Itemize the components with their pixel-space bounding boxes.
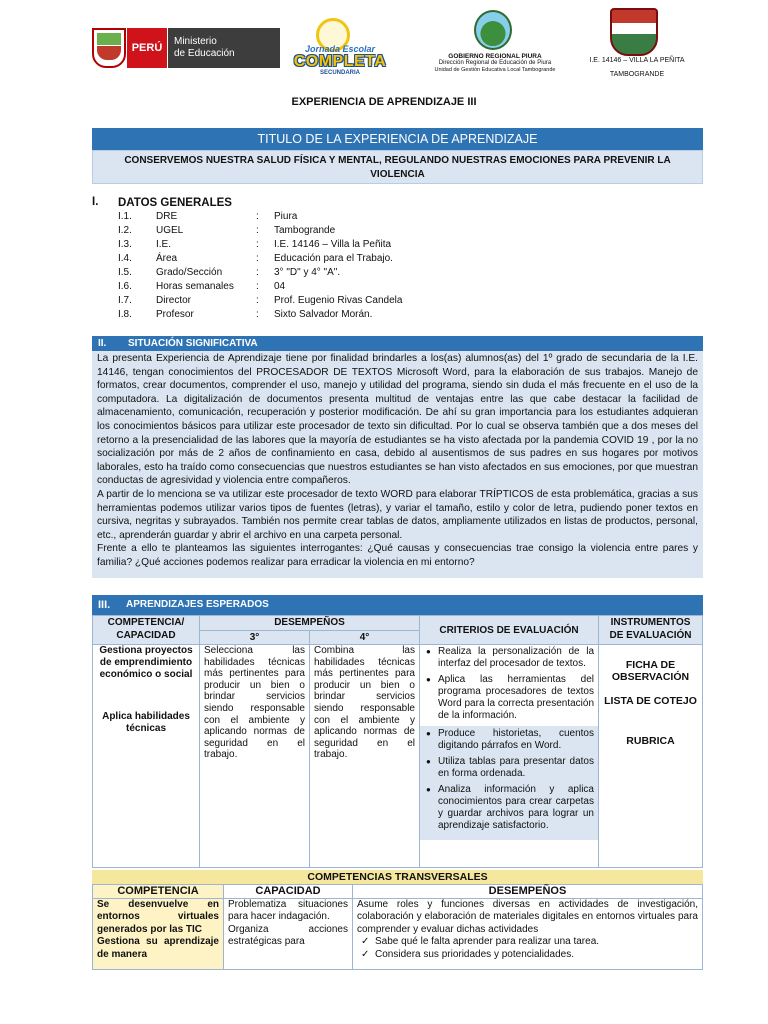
gr-line3: Unidad de Gestión Educativa Local Tambogrande (434, 67, 556, 73)
capacidad-name: Problematiza situaciones para hacer indagación. (228, 898, 348, 922)
situacion-paragraph: A partir de lo menciona se va utilizar este procesador de texto WORD para elaborar TRÍPTICOS de esta problemática, gracias a sus herramientas podemos utilizar varios tipos de fuentes (letras), y variar el tamaño, estilo y color de letra, pudiendo poner textos en cursiva, negritas y subrayados. También nos permite crear tablas de datos, ampliamente utilizados en listas de productos, personal, etc., aprenderán guardar y abrir el archivo en una carpeta personal. (97, 488, 698, 541)
jec-top-text: Jornada Escolar (304, 44, 376, 54)
row-num: I.7. (118, 295, 132, 306)
situacion-paragraph: La presenta Experiencia de Aprendizaje tiene por finalidad brindarles a los(as) alumnos(as) del 1º grado de secundaria de la I.E. 14146, tengan conocimientos del PROCESADOR DE TEXTOS Microsoft Word, para la elaboración de sus trabajos. Manejo de formatos, crear documentos, comprender el uso, manejo y utilidad del programa, siendo sin duda el más frecuente en el uso de la computadora. La digitalización de documentos presenta multitud de ventajas entre las que cabe destacar la facilidad de almacenamiento, comunicación, recuperación y posterior modificación. De ahí su gran importancia para los estudiantes adquieran los conocimientos básicos para utilizar este procesador de texto sin dificultad. Por lo cual se observa también que a dos meses del retorno a la presencialidad de las labores que la mayoría de estudiantes se ha visto afectada por la pandemia COVID 19 , por la no socialización por más de 2 años de confinamiento en casa, debido al ausentismos de sus padres en sus hogares por motivos laborales, esto ha traído como consecuencias que nuestros estudiantes se han visto afectados en sus emociones, por que muestran conductas de agresividad y violencia entre compañeros. (97, 353, 698, 487)
desempeno-text: Asume roles y funciones diversas en actividades de investigación, colaboración y elaboración de materiales digitales en entornos virtuales para comprender y evaluar dichas actividades (357, 898, 698, 935)
row-value: Tambogrande (274, 225, 336, 236)
table-row (93, 645, 703, 868)
criterio-item: ● Produce historietas, cuentos digitando párrafos en Word. (438, 728, 594, 752)
header-instrumentos: INSTRUMENTOS DE EVALUACIÓN (599, 616, 703, 645)
row-num: I.6. (118, 281, 132, 292)
header-competencia: COMPETENCIA (93, 885, 224, 899)
header-desempenos: DESEMPEÑOS (200, 616, 420, 631)
table-header-row (93, 885, 703, 899)
desempeno-4: Combina las habilidades técnicas más pertinentes para producir un bien o brindar servicios siendo responsable con el ambiente y aplicando normas de seguridad en el trabajo. (310, 645, 420, 868)
row-colon: : (256, 295, 259, 306)
peru-label: PERÚ (127, 28, 167, 68)
row-label: Horas semanales (156, 281, 234, 292)
competencia-name: Gestiona proyectos de emprendimiento económico o social (99, 645, 193, 680)
section-number: III. (98, 599, 111, 611)
desempeno-3: Selecciona las habilidades técnicas más pertinentes para producir un bien o brindar servicios siendo responsable con el ambiente y aplicando normas de seguridad en el trabajo. (200, 645, 310, 868)
row-label: UGEL (156, 225, 184, 236)
row-label: Director (156, 295, 192, 306)
row-label: Grado/Sección (156, 267, 223, 278)
check-list (357, 936, 698, 961)
criterios-list-b (420, 726, 598, 840)
gobierno-regional-logo-icon (474, 10, 512, 50)
row-value: 3° "D" y 4° "A". (274, 267, 341, 278)
situacion-paragraph: Frente a ello te planteamos las siguientes interrogantes: ¿Qué causas y consecuencias trae consigo la violencia entre pares y familia? ¿Qué acciones podemos realizar para erradicar la violencia en mi entorno? (97, 543, 698, 568)
row-num: I.2. (118, 225, 132, 236)
section-number: II. (98, 338, 107, 349)
table-header-row (93, 616, 703, 631)
row-num: I.3. (118, 239, 132, 250)
row-colon: : (256, 267, 259, 278)
experience-title-band: TITULO DE LA EXPERIENCIA DE APRENDIZAJE (92, 128, 703, 150)
section-title: DATOS GENERALES (118, 197, 232, 209)
instrumento-item: RUBRICA (626, 735, 675, 747)
row-colon: : (256, 211, 259, 222)
criterios-cell (420, 645, 599, 868)
situacion-header (92, 336, 703, 351)
aprendizajes-table (92, 615, 703, 868)
row-colon: : (256, 281, 259, 292)
header-desempenos: DESEMPEÑOS (353, 885, 703, 899)
minedu-line2: de Educación (174, 48, 235, 59)
header (0, 0, 768, 90)
criterio-item: ● Realiza la personalización de la interfaz del procesador de textos. (438, 646, 594, 670)
capacidad-name: Organiza acciones estratégicas para (228, 923, 348, 947)
experience-title-line2: VIOLENCIA (370, 169, 425, 180)
row-value: Sixto Salvador Morán. (274, 309, 373, 320)
competencia-cell (93, 645, 200, 868)
row-value: Prof. Eugenio Rivas Candela (274, 295, 403, 306)
experience-title-text (92, 150, 703, 184)
row-value: 04 (274, 281, 286, 292)
transversales-header: COMPETENCIAS TRANSVERSALES (92, 870, 703, 884)
jec-main-text: COMPLETA (293, 53, 387, 70)
section-title: APRENDIZAJES ESPERADOS (126, 599, 269, 610)
row-colon: : (256, 239, 259, 250)
check-item: ✓ Considera sus prioridades y potencialidades. (375, 949, 698, 962)
competencia-cell (93, 898, 224, 969)
aprendizajes-header (92, 595, 703, 615)
competencia-name: Se desenvuelve en entornos virtuales generados por las TIC (97, 898, 219, 935)
criterios-list-a (420, 645, 598, 722)
row-value: Piura (274, 211, 298, 222)
header-grade-4: 4° (310, 630, 420, 645)
gr-line1: GOBIERNO REGIONAL PIURA (448, 53, 542, 60)
criterio-item: ● Analiza información y aplica conocimientos para crear carpetas y guardar archivos para lograr un aprendizaje satisfactorio. (438, 784, 594, 832)
criterio-item: ● Aplica las herramientas del programa procesadores de textos Word para la correcta presentación de la información. (438, 674, 594, 722)
gr-line2: Dirección Regional de Educación de Piura (438, 60, 552, 66)
minedu-logo (168, 28, 280, 68)
row-colon: : (256, 253, 259, 264)
document-title: EXPERIENCIA DE APRENDIZAJE III (291, 96, 477, 108)
row-num: I.5. (118, 267, 132, 278)
row-label: Área (156, 253, 178, 264)
competencia-name: Gestiona su aprendizaje de manera (97, 936, 219, 960)
header-capacidad: CAPACIDAD (224, 885, 353, 899)
situacion-body (92, 351, 703, 578)
row-colon: : (256, 225, 259, 236)
school-name: I.E. 14146 – VILLA LA PEÑITA (589, 57, 685, 64)
check-item: ✓ Sabe qué le falta aprender para realizar una tarea. (375, 936, 698, 949)
row-label: I.E. (156, 239, 172, 250)
school-crest-icon (610, 8, 658, 56)
header-criterios: CRITERIOS DE EVALUACIÓN (420, 616, 599, 645)
row-value: Educación para el Trabajo. (274, 253, 393, 264)
section-number: I. (92, 196, 99, 208)
row-num: I.8. (118, 309, 132, 320)
table-row (93, 898, 703, 969)
header-competencia: COMPETENCIA/ CAPACIDAD (93, 616, 200, 645)
row-label: Profesor (156, 309, 194, 320)
minedu-line1: Ministerio (174, 36, 217, 47)
experience-title-line1: CONSERVEMOS NUESTRA SALUD FÍSICA Y MENTAL, REGULANDO NUESTRAS EMOCIONES PARA PREVENIR LA (124, 155, 671, 166)
section-title: SITUACIÓN SIGNIFICATIVA (128, 338, 258, 349)
capacidad-cell (224, 898, 353, 969)
instrumentos-cell (599, 645, 703, 868)
criterio-item: ● Utiliza tablas para presentar datos en forma ordenada. (438, 756, 594, 780)
desempenos-cell (353, 898, 703, 969)
row-num: I.1. (118, 211, 132, 222)
instrumento-item: LISTA DE COTEJO (604, 695, 697, 707)
peru-coat-of-arms-icon (92, 28, 126, 68)
school-place: TAMBOGRANDE (609, 71, 665, 78)
row-colon: : (256, 309, 259, 320)
row-num: I.4. (118, 253, 132, 264)
row-label: DRE (156, 211, 178, 222)
row-value: I.E. 14146 – Villa la Peñita (274, 239, 392, 250)
header-grade-3: 3° (200, 630, 310, 645)
capacidad-name: Aplica habilidades técnicas (102, 711, 190, 734)
transversales-table (92, 884, 703, 970)
instrumento-item: FICHA DE OBSERVACIÓN (611, 659, 690, 683)
jec-sub-text: SECUNDARIA (319, 70, 360, 76)
